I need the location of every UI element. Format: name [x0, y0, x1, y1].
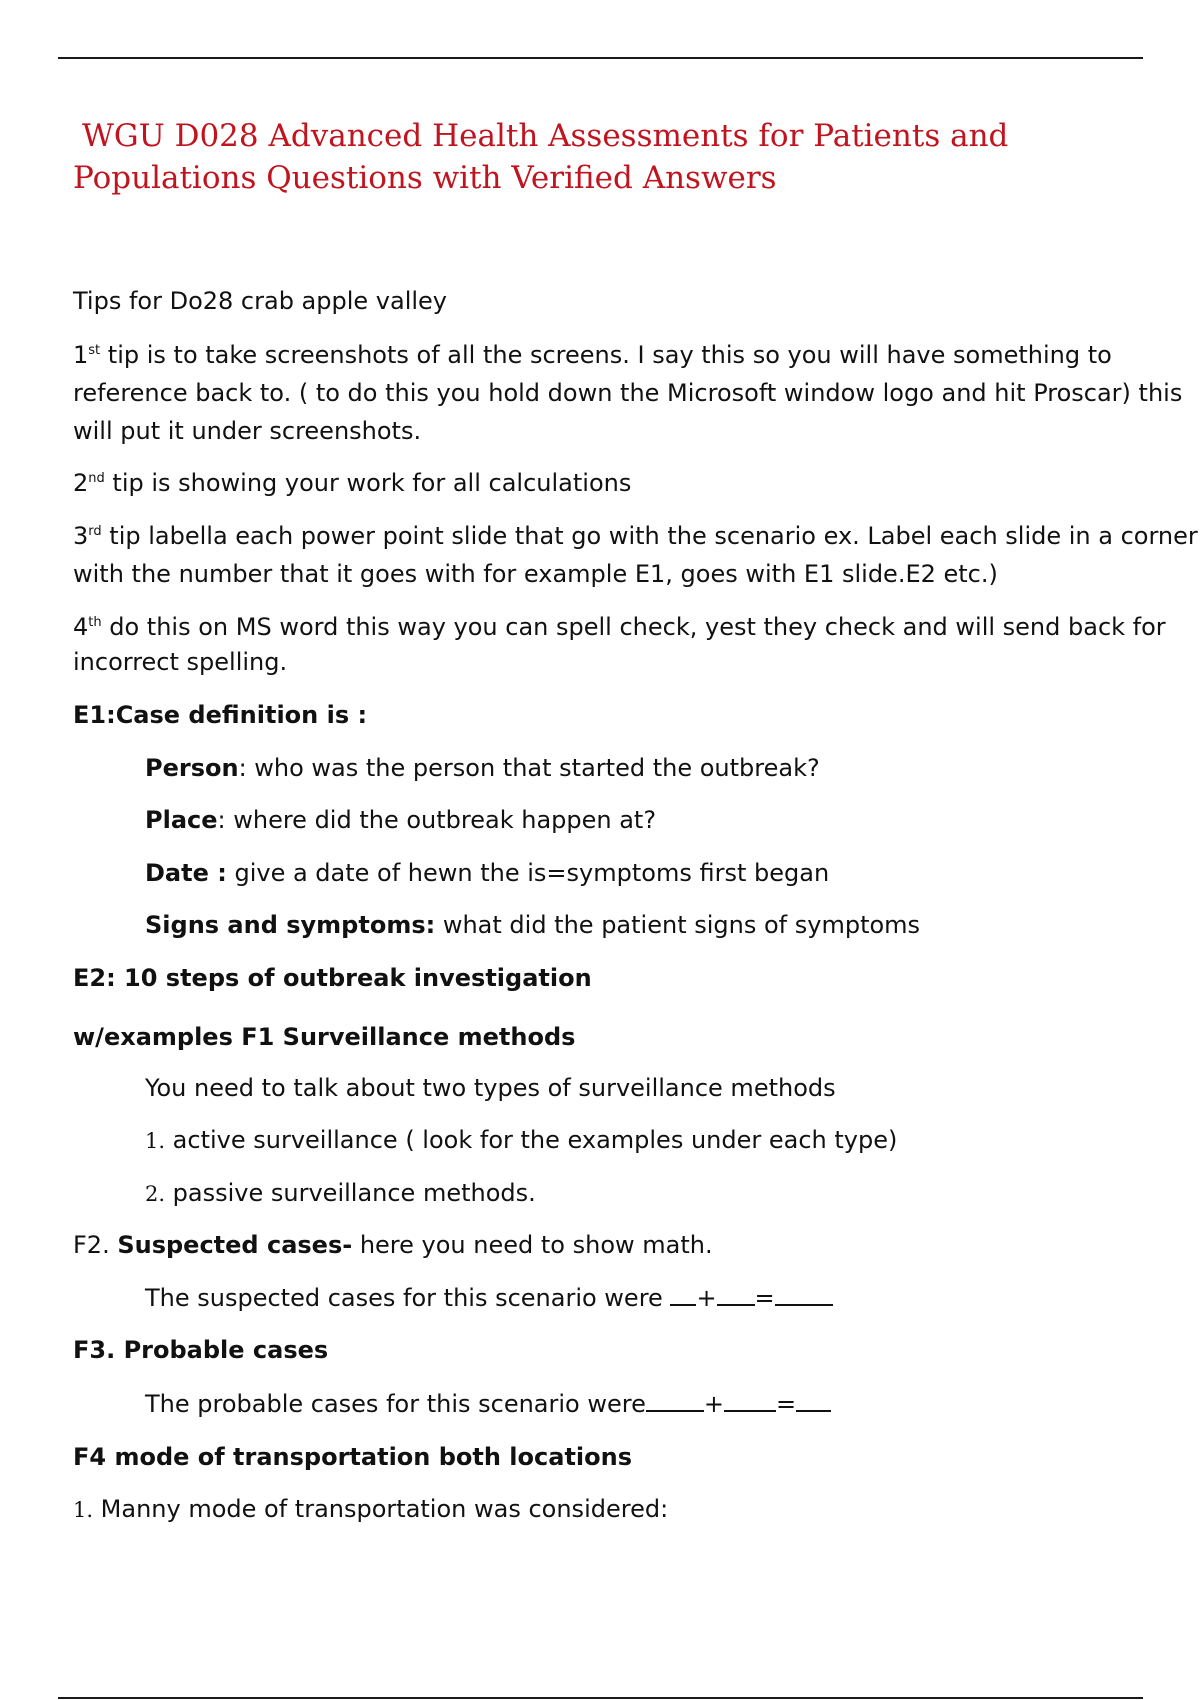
e1-place-label: Place — [145, 806, 218, 834]
tip-1-line-1 — [73, 336, 1148, 374]
tip-4-text: do this on MS word this way you can spell check, yest they check and will send back for — [101, 613, 1166, 641]
tip-3-suffix: rd — [88, 524, 102, 539]
f2-formula — [145, 1279, 1200, 1317]
f2-heading — [73, 1226, 1148, 1264]
tip-1-number: 1 — [73, 341, 89, 369]
f1-intro: You need to talk about two types of surveillance methods — [145, 1074, 836, 1102]
tip-3-line-1 — [73, 517, 1198, 555]
tip-1-line-3: will put it under screenshots. — [73, 417, 422, 445]
e1-signs-text: what did the patient signs of symptoms — [435, 911, 921, 939]
tip-4-number: 4 — [73, 613, 89, 641]
f3-formula — [145, 1385, 1200, 1423]
f3-blank-2 — [724, 1388, 776, 1412]
f1-heading — [73, 1018, 1148, 1056]
f1-item-1-text: active surveillance ( look for the examples under each type) — [165, 1126, 898, 1154]
e1-signs — [145, 906, 1200, 944]
e2-heading-text: E2: 10 steps of outbreak investigation — [73, 964, 592, 992]
e1-signs-label: Signs and symptoms: — [145, 911, 436, 939]
f2-equals: = — [754, 1284, 775, 1312]
e1-heading — [73, 696, 1148, 734]
e1-person-label: Person — [145, 754, 239, 782]
tip-4-line-2: incorrect spelling. — [73, 648, 288, 676]
f4-heading-text: F4 mode of transportation both locations — [73, 1443, 632, 1471]
e1-date-text: give a date of hewn the is=symptoms first began — [226, 859, 830, 887]
f2-formula-text: The suspected cases for this scenario were — [145, 1284, 671, 1312]
tips-heading: Tips for Do28 crab apple valley — [73, 287, 448, 315]
e1-place-text: : where did the outbreak happen at? — [217, 806, 657, 834]
f2-text: here you need to show math. — [352, 1231, 713, 1259]
tip-2-text: tip is showing your work for all calculations — [104, 469, 632, 497]
tip-3-text: tip labella each power point slide that go with the scenario ex. Label each slide in a corner — [101, 522, 1198, 550]
f4-item-1-text: Manny mode of transportation was considered: — [93, 1495, 669, 1523]
f3-formula-text: The probable cases for this scenario were — [145, 1390, 646, 1418]
e1-date-label: Date : — [145, 859, 227, 887]
f4-item-1-number: 1. — [73, 1498, 94, 1522]
f2-blank-1 — [670, 1282, 696, 1306]
tip-1-text: tip is to take screenshots of all the screens. I say this so you will have something to — [100, 341, 1112, 369]
f3-heading — [73, 1331, 1148, 1369]
f3-blank-1 — [646, 1388, 704, 1412]
tip-4-suffix: th — [88, 615, 102, 630]
e1-date — [145, 854, 1200, 892]
tip-2-number: 2 — [73, 469, 89, 497]
e1-person-text: : who was the person that started the outbreak? — [238, 754, 820, 782]
title-line-2: Populations Questions with Verified Answers — [73, 160, 777, 196]
document-title — [73, 115, 1123, 199]
f4-heading — [73, 1438, 1148, 1476]
e1-place — [145, 801, 1200, 839]
e2-heading — [73, 959, 1148, 997]
tip-1-suffix: st — [88, 343, 101, 358]
top-rule — [58, 57, 1143, 59]
f1-item-1-number: 1. — [145, 1129, 166, 1153]
f2-blank-2 — [717, 1282, 755, 1306]
e1-heading-text: E1:Case definition is : — [73, 701, 368, 729]
f1-list-item-2 — [145, 1174, 1200, 1213]
bottom-rule — [58, 1697, 1143, 1699]
f3-blank-3 — [796, 1388, 831, 1412]
tip-2-line — [73, 464, 1148, 502]
f2-blank-3 — [775, 1282, 833, 1306]
f1-item-2-text: passive surveillance methods. — [165, 1179, 536, 1207]
f1-heading-text: w/examples F1 Surveillance methods — [73, 1023, 576, 1051]
f1-item-2-number: 2. — [145, 1182, 166, 1206]
tip-3-line-2: with the number that it goes with for example E1, goes with E1 slide.E2 etc.) — [73, 560, 998, 588]
e1-person — [145, 749, 1200, 787]
f4-list-item-1 — [73, 1490, 1148, 1529]
tip-3-number: 3 — [73, 522, 89, 550]
tip-1-line-2: reference back to. ( to do this you hold down the Microsoft window logo and hit Proscar) this — [73, 379, 1183, 407]
tip-4-line-1 — [73, 608, 1166, 646]
tip-2-suffix: nd — [88, 471, 105, 486]
f2-plus: + — [696, 1284, 717, 1312]
f2-label: Suspected cases- — [117, 1231, 353, 1259]
f1-list-item-1 — [145, 1121, 1200, 1160]
f3-plus: + — [703, 1390, 724, 1418]
title-line-1: WGU D028 Advanced Health Assessments for Patients and — [82, 118, 1009, 154]
f3-equals: = — [775, 1390, 797, 1418]
f2-prefix: F2. — [73, 1231, 118, 1259]
f3-heading-text: F3. Probable cases — [73, 1336, 329, 1364]
